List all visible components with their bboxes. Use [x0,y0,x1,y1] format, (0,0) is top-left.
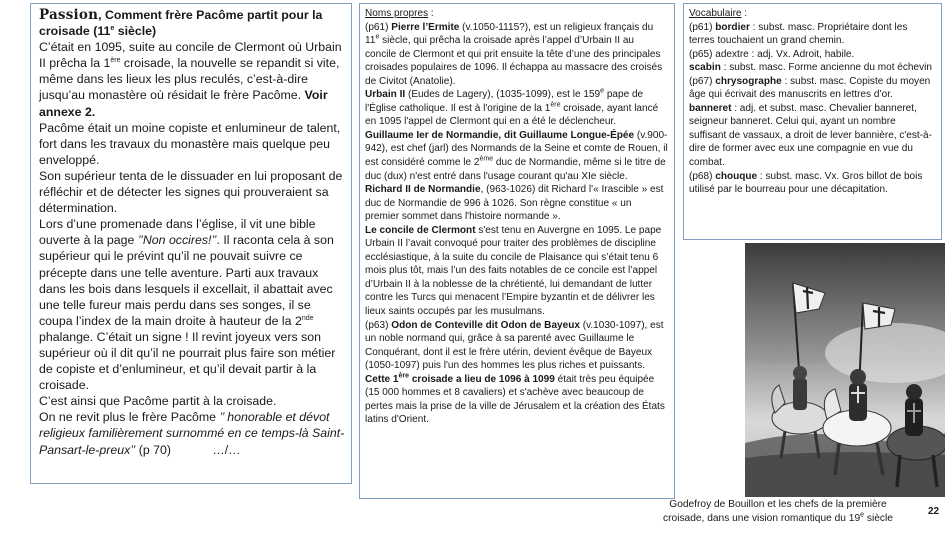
proper-names-heading: Noms propres : [365,8,434,19]
entry-premiere-croisade: Cette 1ère croisade a lieu de 1096 à 1099 était très peu équipée (15 000 hommes et 8 cavaliers) et s'achève avec beaucoup de pertes mais la prise de la ville de Jérusalem et la création des États latins d'Orient. [365,372,665,426]
story-paragraph-4: Lors d’une promenade dans l’église, il vit une bible ouverte à la page ’’Non occires!’’. Il raconta cela à son supérieur qui le prévint qu’il ne pouvait suivre ce précepte dans une telle aventure. Parti aux travaux dans les bois dans lesquels il excellait, il abattait avec une telle fureur mais perdu dans ses songes, il se coupa l’index de la main droite à hauteur de la 2nde phalange. C’était un signe ! Il revint joyeux vers son supérieur où il dit qu’il ne pourrait plus faire son métier de copiste et d’enlumineur, et qu’il devait partir à la croisade. [39,217,336,393]
crusaders-engraving [745,243,945,497]
vocab-banneret: banneret : adj. et subst. masc. Chevalier banneret, seigneur banneret. Celui qui, ayant un nombre suffisant de vassaux, a droit de lever bannière, c'est-à-dire de former avec eux une compagnie en vue du combat. [689,102,932,169]
vocab-bordier: (p61) bordier : subst. masc. Propriétaire dont les terres touchaient un grand chemin. [689,21,908,47]
entry-urbain-ii: Urbain II (Eudes de Lagery), (1035-1099), est le 159e pape de l'Église catholique. Il est à l'origine de la 1ère croisade, ayant lancé en 1095 l'appel de Clermont qui en a été le déclencheur. [365,87,659,128]
vocab-adextre: (p65) adextre : adj. Vx. Adroit, habile. [689,48,855,60]
illustration-caption: Godefroy de Bouillon et les chefs de la première croisade, dans une vision romantique du 19e siècle [663,499,893,524]
story-title-word: Passion [39,7,99,23]
entry-pierre-ermite: (p61) Pierre l’Ermite (v.1050-1115?), est un religieux français du 11e siècle, qui prêcha la croisade après l’appel d’Urbain II au concile de Clermont et qui prit ensuite la tête d’une des principales croisades populaires de 1096. Il échappa au massacre des croisés de Civitot (Anatolie). [365,21,663,87]
entry-odon-bayeux: (p63) Odon de Conteville dit Odon de Bayeux (v.1030-1097), est un noble normand qui, grâce à sa parenté avec Guillaume le Conquérant, dont il est le frère utérin, devient évêque de Bayeux (1050-1097) puis l'un des hommes les plus riches et puissants. [365,319,664,372]
continuation-mark: …/… [212,442,241,457]
vocabulary-heading: Vocabulaire : [689,8,748,19]
story-title: Passion, Comment frère Pacôme partit pour la croisade (11e siècle) [39,7,323,39]
entry-richard-ii: Richard II de Normandie, (963-1026) dit Richard l'« Irascible » est duc de Normandie de 996 à 1026. Son règne constitue « un premier sommet dans l'histoire normande ». [365,184,664,223]
entry-concile-clermont: Le concile de Clermont s'est tenu en Auvergne en 1095. Le pape Urbain II l’avait convoqué pour traiter des problèmes de discipline ecclésiastique, à la suite du concile de Plaisance qui s’était tenu 6 mois plus tôt, mais l’un des faits notables de ce concile est l’appel d’Urbain II à la noblesse de la chrétienté, lui demandant de lutter contre les Turcs qui menacent l’Empire byzantin et de délivrer les lieux saints occupés par les musulmans. [365,224,662,318]
proper-names-panel [359,3,675,499]
vocab-chouque: (p68) chouque : subst. masc. Vx. Gros billot de bois utilisé par le bourreau pour une décapitation. [689,170,923,196]
vocabulary-panel [683,3,942,240]
vocab-chrysographe: (p67) chrysographe : subst. masc. Copiste du moyen âge qui écrivait des manuscrits en lettres d’or. [689,75,931,101]
entry-guillaume-longue-epee: Guillaume Ier de Normandie, dit Guillaume Longue-Épée (v.900-942), est chef (jarl) des Normands de la Seine et comte de Rouen, il est considéré comme le 2ème duc de Normandie, même si le titre de duc (dux) n'est entré dans l'usage courant qu'au XIe siècle. [365,129,668,182]
annex-reference: Voir annexe 2 [39,88,328,119]
story-paragraph-3: Son supérieur tenta de le dissuader en lui proposant de réfléchir et de détecter les signes qui prouveraient sa détermination. [39,168,343,216]
story-paragraph-1: C’était en 1095, suite au concile de Clermont où Urbain II prêcha la 1ère croisade, la nouvelle se repandit si vite, même dans les lieux les plus reculés, c’est-à-dire jusqu’au monastère où résidait le frère Pacôme. Voir annexe 2. [39,40,342,119]
story-paragraph-6: On ne revit plus le frère Pacôme ’’ honorable et dévot religieux familièrement surnommé en ce temps-là Saint-Pansart-le-preux’’ (p 70) …/… [39,410,345,457]
page-number: 22 [928,506,940,517]
story-panel [30,3,352,484]
vocab-scabin: scabin : subst. masc. Forme ancienne du mot échevin [689,62,932,74]
engraving-drawing [745,243,945,497]
story-paragraph-5: C’est ainsi que Pacôme partit à la croisade. [39,394,277,409]
story-paragraph-2: Pacôme était un moine copiste et enlumineur de talent, fort dans les travaux du monastère mais quelque peu enveloppé. [39,120,341,167]
